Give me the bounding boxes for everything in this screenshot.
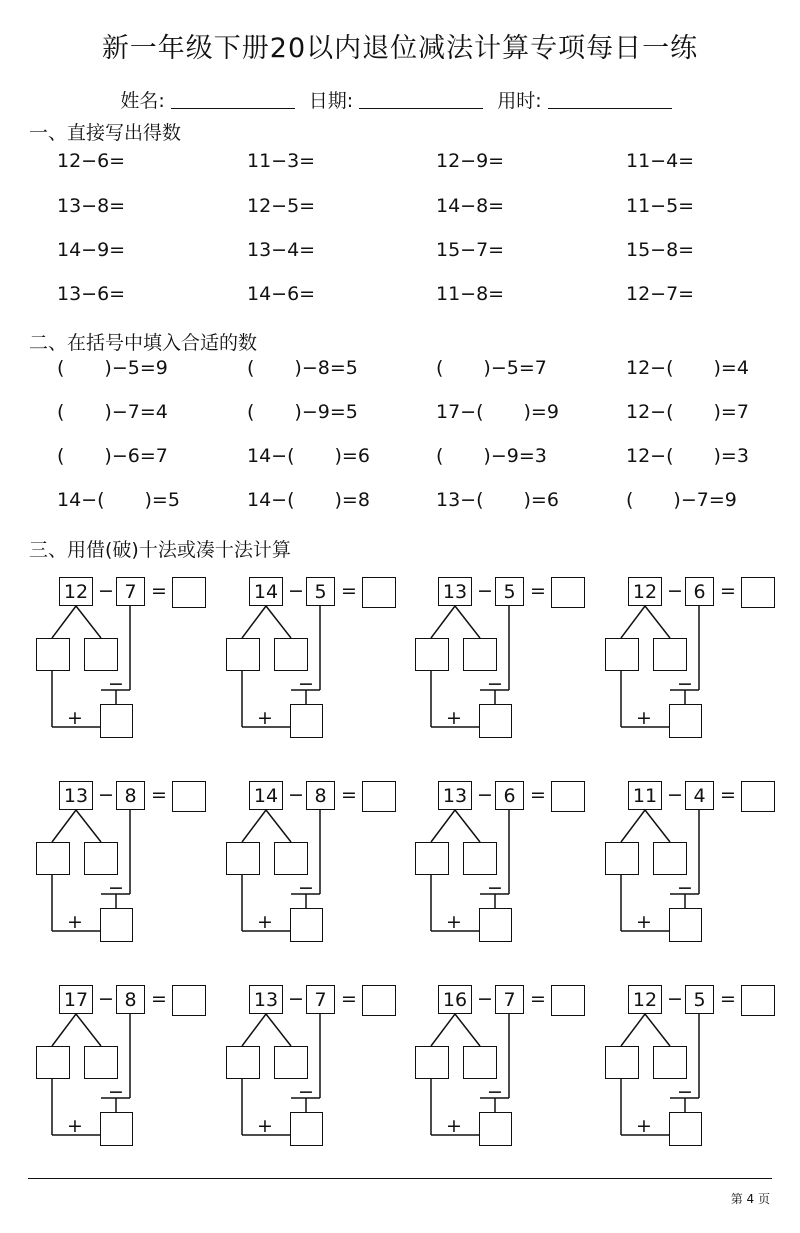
direct-problem: 11−3=: [247, 150, 316, 172]
bracket-problem: [57, 489, 180, 511]
answer-box[interactable]: [551, 985, 585, 1016]
minus-sign: −: [667, 988, 683, 1010]
split-box-right[interactable]: [463, 638, 497, 671]
bracket-problem: [57, 401, 168, 423]
subtrahend-box: 5: [685, 985, 714, 1014]
time-field[interactable]: [548, 92, 672, 109]
connector-line: [645, 1014, 670, 1046]
minus-sign: −: [298, 673, 314, 695]
plus-sign: +: [446, 911, 462, 933]
connector-line: [266, 810, 291, 842]
connector-line: [645, 810, 670, 842]
equals-sign: =: [151, 784, 167, 806]
problem-suffix: )=4: [713, 357, 749, 379]
problem-prefix: 12−(: [626, 445, 674, 467]
problem-prefix: 14−(: [57, 489, 105, 511]
answer-box[interactable]: [362, 577, 396, 608]
split-diagram: [408, 577, 583, 749]
split-box-right[interactable]: [274, 1046, 308, 1079]
page-number: 第 4 页: [730, 1192, 770, 1206]
answer-box[interactable]: [362, 781, 396, 812]
problem-prefix: (: [57, 357, 65, 379]
direct-problem: 14−8=: [436, 195, 505, 217]
direct-problem: 12−5=: [247, 195, 316, 217]
minus-sign: −: [477, 784, 493, 806]
result-box[interactable]: [479, 1112, 512, 1146]
result-box[interactable]: [100, 1112, 133, 1146]
problem-prefix: (: [57, 401, 65, 423]
problem-suffix: )=7: [713, 401, 749, 423]
direct-problem: 12−9=: [436, 150, 505, 172]
section-2-heading: 二、在括号中填入合适的数: [29, 332, 258, 354]
equals-sign: =: [341, 784, 357, 806]
plus-sign: +: [257, 911, 273, 933]
direct-problem: 12−6=: [57, 150, 126, 172]
connector-line: [431, 606, 455, 638]
split-box-right[interactable]: [274, 638, 308, 671]
equals-sign: =: [720, 580, 736, 602]
split-box-right[interactable]: [653, 842, 687, 875]
equals-sign: =: [720, 988, 736, 1010]
connector-line: [52, 810, 76, 842]
bracket-problem: [626, 401, 749, 423]
problem-suffix: )=6: [523, 489, 559, 511]
answer-box[interactable]: [741, 577, 775, 608]
connector-line: [52, 606, 76, 638]
result-box[interactable]: [290, 908, 323, 942]
problem-prefix: 17−(: [436, 401, 484, 423]
minuend-box: 17: [59, 985, 93, 1014]
minus-sign: −: [477, 580, 493, 602]
problem-suffix: )−5=9: [104, 357, 168, 379]
direct-problem: 11−4=: [626, 150, 695, 172]
answer-box[interactable]: [172, 577, 206, 608]
problem-prefix: (: [626, 489, 634, 511]
split-box-left[interactable]: [226, 638, 260, 671]
split-diagram: [219, 985, 394, 1157]
answer-box[interactable]: [741, 781, 775, 812]
result-box[interactable]: [669, 704, 702, 738]
split-box-right[interactable]: [84, 1046, 118, 1079]
subtrahend-box: 8: [116, 781, 145, 810]
minus-sign: −: [108, 1081, 124, 1103]
minus-sign: −: [98, 580, 114, 602]
minus-sign: −: [98, 988, 114, 1010]
minus-sign: −: [667, 580, 683, 602]
subtrahend-box: 7: [495, 985, 524, 1014]
minus-sign: −: [298, 1081, 314, 1103]
problem-prefix: (: [436, 445, 444, 467]
direct-problem: 15−8=: [626, 239, 695, 261]
equals-sign: =: [341, 988, 357, 1010]
minuend-box: 14: [249, 577, 283, 606]
split-box-left[interactable]: [415, 638, 449, 671]
minuend-box: 11: [628, 781, 662, 810]
minuend-box: 14: [249, 781, 283, 810]
bracket-problem: [57, 445, 168, 467]
problem-suffix: )−7=9: [673, 489, 737, 511]
connector-line: [455, 1014, 480, 1046]
minuend-box: 16: [438, 985, 472, 1014]
problem-prefix: (: [57, 445, 65, 467]
connector-line: [431, 810, 455, 842]
subtrahend-box: 4: [685, 781, 714, 810]
connector-line: [242, 1014, 266, 1046]
split-box-right[interactable]: [653, 1046, 687, 1079]
problem-suffix: )=5: [144, 489, 180, 511]
equals-sign: =: [530, 580, 546, 602]
subtrahend-box: 6: [495, 781, 524, 810]
connector-line: [455, 606, 480, 638]
split-diagram: [598, 781, 773, 953]
answer-box[interactable]: [551, 577, 585, 608]
subtrahend-box: 7: [116, 577, 145, 606]
connector-line: [621, 810, 645, 842]
date-label: 日期:: [308, 90, 354, 112]
split-diagram: [29, 781, 204, 953]
problem-prefix: (: [436, 357, 444, 379]
minus-sign: −: [487, 673, 503, 695]
connector-line: [266, 606, 291, 638]
direct-problem: 14−6=: [247, 283, 316, 305]
split-box-right[interactable]: [463, 1046, 497, 1079]
connector-line: [266, 1014, 291, 1046]
split-box-left[interactable]: [226, 842, 260, 875]
bracket-problem: [436, 401, 559, 423]
minuend-box: 12: [628, 985, 662, 1014]
split-diagram: [598, 985, 773, 1157]
problem-suffix: )−9=3: [483, 445, 547, 467]
connector-line: [76, 1014, 101, 1046]
direct-problem: 13−8=: [57, 195, 126, 217]
result-box[interactable]: [479, 704, 512, 738]
split-box-left[interactable]: [605, 842, 639, 875]
minus-sign: −: [288, 580, 304, 602]
split-box-right[interactable]: [653, 638, 687, 671]
problem-suffix: )=8: [334, 489, 370, 511]
result-box[interactable]: [290, 704, 323, 738]
bracket-problem: [247, 445, 370, 467]
minuend-box: 12: [59, 577, 93, 606]
bracket-problem: [57, 357, 168, 379]
connector-line: [645, 606, 670, 638]
split-diagram: [219, 781, 394, 953]
direct-problem: 13−4=: [247, 239, 316, 261]
split-box-right[interactable]: [84, 842, 118, 875]
minuend-box: 13: [438, 781, 472, 810]
problem-suffix: )=3: [713, 445, 749, 467]
minus-sign: −: [487, 1081, 503, 1103]
problem-prefix: 12−(: [626, 401, 674, 423]
problem-suffix: )=6: [334, 445, 370, 467]
result-box[interactable]: [669, 908, 702, 942]
bracket-problem: [247, 357, 358, 379]
connector-line: [242, 606, 266, 638]
plus-sign: +: [446, 707, 462, 729]
minus-sign: −: [98, 784, 114, 806]
subtrahend-box: 6: [685, 577, 714, 606]
subtrahend-box: 8: [116, 985, 145, 1014]
bracket-problem: [436, 357, 547, 379]
problem-suffix: )−9=5: [294, 401, 358, 423]
bracket-problem: [626, 445, 749, 467]
minuend-box: 13: [438, 577, 472, 606]
direct-problem: 13−6=: [57, 283, 126, 305]
equals-sign: =: [530, 784, 546, 806]
section-1-heading: 一、直接写出得数: [29, 122, 182, 144]
problem-suffix: )−8=5: [294, 357, 358, 379]
direct-problem: 11−5=: [626, 195, 695, 217]
direct-problem: 11−8=: [436, 283, 505, 305]
minus-sign: −: [677, 673, 693, 695]
problem-suffix: )−6=7: [104, 445, 168, 467]
bracket-problem: [626, 489, 737, 511]
plus-sign: +: [636, 911, 652, 933]
minus-sign: −: [667, 784, 683, 806]
split-diagram: [29, 985, 204, 1157]
result-box[interactable]: [100, 704, 133, 738]
direct-problem: 14−9=: [57, 239, 126, 261]
result-box[interactable]: [669, 1112, 702, 1146]
minus-sign: −: [487, 877, 503, 899]
problem-prefix: 13−(: [436, 489, 484, 511]
bracket-problem: [436, 489, 559, 511]
minus-sign: −: [477, 988, 493, 1010]
result-box[interactable]: [290, 1112, 323, 1146]
split-box-left[interactable]: [605, 638, 639, 671]
subtrahend-box: 8: [306, 781, 335, 810]
bracket-problem: [436, 445, 547, 467]
footer-divider: [28, 1178, 772, 1179]
answer-box[interactable]: [551, 781, 585, 812]
problem-prefix: 12−(: [626, 357, 674, 379]
plus-sign: +: [257, 707, 273, 729]
problem-prefix: (: [247, 357, 255, 379]
problem-suffix: )−5=7: [483, 357, 547, 379]
split-box-left[interactable]: [36, 842, 70, 875]
result-box[interactable]: [479, 908, 512, 942]
plus-sign: +: [67, 911, 83, 933]
minus-sign: −: [288, 784, 304, 806]
minuend-box: 13: [249, 985, 283, 1014]
connector-line: [455, 810, 480, 842]
direct-problem: 15−7=: [436, 239, 505, 261]
split-diagram: [219, 577, 394, 749]
plus-sign: +: [67, 1115, 83, 1137]
plus-sign: +: [636, 707, 652, 729]
plus-sign: +: [67, 707, 83, 729]
split-diagram: [408, 985, 583, 1157]
minus-sign: −: [298, 877, 314, 899]
section-3-heading: 三、用借(破)十法或凑十法计算: [29, 539, 291, 561]
date-field[interactable]: [359, 92, 483, 109]
equals-sign: =: [151, 988, 167, 1010]
minuend-box: 12: [628, 577, 662, 606]
connector-line: [431, 1014, 455, 1046]
equals-sign: =: [720, 784, 736, 806]
connector-line: [242, 810, 266, 842]
bracket-problem: [247, 401, 358, 423]
problem-suffix: )=9: [523, 401, 559, 423]
split-diagram: [408, 781, 583, 953]
equals-sign: =: [151, 580, 167, 602]
plus-sign: +: [446, 1115, 462, 1137]
time-label: 用时:: [497, 90, 542, 112]
minus-sign: −: [677, 1081, 693, 1103]
connector-line: [52, 1014, 76, 1046]
connector-line: [76, 606, 101, 638]
bracket-problem: [626, 357, 749, 379]
equals-sign: =: [341, 580, 357, 602]
problem-prefix: 14−(: [247, 489, 295, 511]
answer-box[interactable]: [172, 781, 206, 812]
split-box-right[interactable]: [84, 638, 118, 671]
split-diagram: [598, 577, 773, 749]
answer-box[interactable]: [741, 985, 775, 1016]
answer-box[interactable]: [362, 985, 396, 1016]
result-box[interactable]: [100, 908, 133, 942]
equals-sign: =: [530, 988, 546, 1010]
answer-box[interactable]: [172, 985, 206, 1016]
direct-problem: 12−7=: [626, 283, 695, 305]
split-box-left[interactable]: [605, 1046, 639, 1079]
subtrahend-box: 5: [306, 577, 335, 606]
name-label: 姓名:: [120, 90, 165, 112]
minus-sign: −: [108, 673, 124, 695]
minus-sign: −: [288, 988, 304, 1010]
split-box-left[interactable]: [226, 1046, 260, 1079]
page-title: 新一年级下册20以内退位减法计算专项每日一练: [101, 33, 699, 64]
name-field[interactable]: [171, 92, 295, 109]
split-box-right[interactable]: [463, 842, 497, 875]
connector-line: [76, 810, 101, 842]
split-box-left[interactable]: [36, 1046, 70, 1079]
split-box-left[interactable]: [36, 638, 70, 671]
plus-sign: +: [636, 1115, 652, 1137]
minus-sign: −: [677, 877, 693, 899]
minuend-box: 13: [59, 781, 93, 810]
split-box-left[interactable]: [415, 1046, 449, 1079]
problem-suffix: )−7=4: [104, 401, 168, 423]
info-line: [0, 86, 800, 113]
connector-line: [621, 606, 645, 638]
problem-prefix: 14−(: [247, 445, 295, 467]
split-box-left[interactable]: [415, 842, 449, 875]
split-box-right[interactable]: [274, 842, 308, 875]
subtrahend-box: 5: [495, 577, 524, 606]
bracket-problem: [247, 489, 370, 511]
subtrahend-box: 7: [306, 985, 335, 1014]
connector-line: [621, 1014, 645, 1046]
split-diagram: [29, 577, 204, 749]
minus-sign: −: [108, 877, 124, 899]
problem-prefix: (: [247, 401, 255, 423]
plus-sign: +: [257, 1115, 273, 1137]
